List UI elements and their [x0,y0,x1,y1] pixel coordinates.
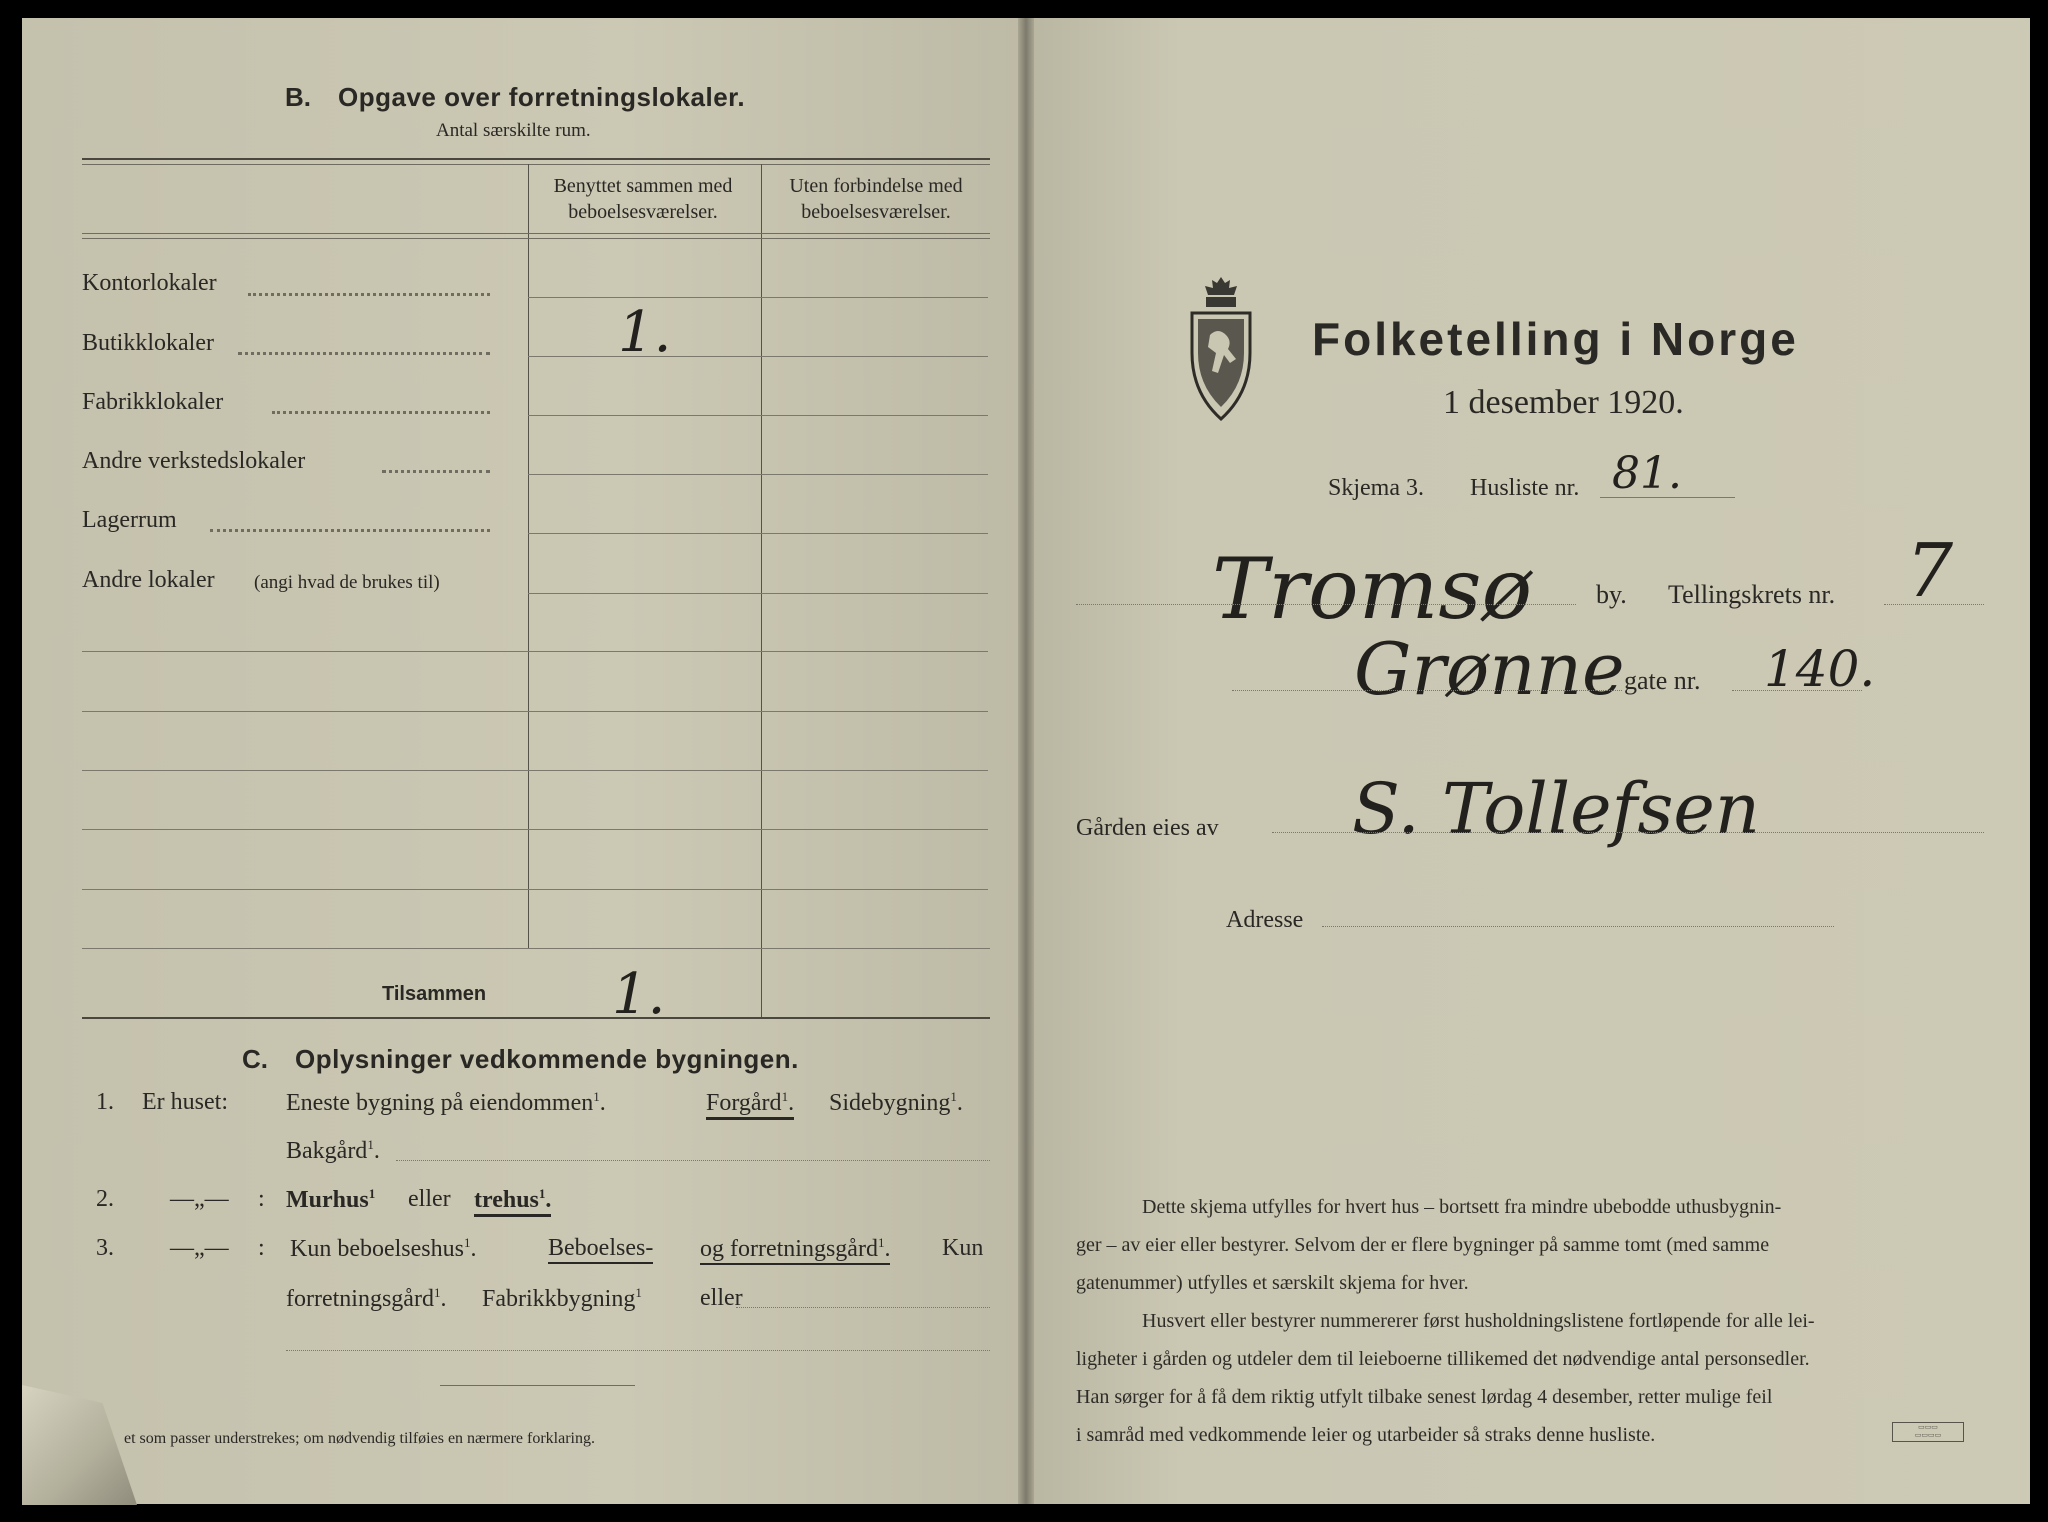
instructions-paragraph-1: Dette skjema utfylles for hvert hus – bortsett fra mindre ubebodde uthusbygnin- ger – av eier eller bestyrer. Selvom der er flere bygninger på samme tomt (med samme gatenummer) utfylles et særskilt skjema for hver. [1076,1196,1782,1294]
section-b-subtitle: Antal særskilte rum. [436,120,591,141]
item1-question: Er huset: [142,1089,228,1115]
adresse-label: Adresse [1226,907,1304,933]
cell-rule [82,889,988,890]
cell-rule [528,593,988,594]
skjema-label: Skjema 3. [1328,475,1424,501]
street-line [1232,690,1622,691]
fill-line [736,1307,990,1308]
section-b-letter: B. [285,82,311,112]
short-rule [440,1385,635,1386]
column-header-uten: Uten forbindelse med beboelsesværelser. [789,175,963,223]
header-rule-2 [82,238,990,239]
item3-answer-forretningsgard: og forretningsgård$^1$. [700,1235,890,1265]
husliste-label: Husliste nr. [1470,475,1580,501]
item2-answer-murhus: Murhus$^1$ [286,1186,376,1213]
item1-answer-eneste: Eneste bygning på eiendommen$^1$. [286,1089,606,1116]
krets-value: 7 [1906,528,1954,614]
cell-rule [82,711,988,712]
item1-answer-bakgard: Bakgård$^1$. [286,1137,380,1164]
cell-rule [528,533,988,534]
row-label-butikklokaler: Butikklokaler [82,330,214,356]
owner-label: Gården eies av [1076,815,1219,841]
cell-rule [528,297,988,298]
item3-colon: : [258,1235,265,1261]
item3-or: eller [700,1285,743,1311]
item2-ditto: —„— [170,1186,229,1212]
item3-answer-forretningsgard-2: forretningsgård$^1$. [286,1285,447,1312]
krets-label: Tellingskrets nr. [1668,580,1836,609]
cell-rule [528,356,988,357]
total-value: 1. [612,962,666,1027]
item3-answer-kun-beboelseshus: Kun beboelseshus$^1$. [290,1235,477,1262]
table-top-rule [82,158,990,160]
owner-line [1272,832,1984,833]
table-top-rule-2 [82,164,990,165]
item1-number: 1. [96,1089,114,1115]
street-value: Grønne [1354,627,1625,711]
item3-answer-fabrikkbygning: Fabrikkbygning$^1$ [482,1285,642,1312]
item3-ditto: —„— [170,1235,229,1261]
row-leader [272,411,490,414]
krets-line [1884,604,1984,605]
item1-answer-sidebygning: Sidebygning$^1$. [829,1089,963,1116]
andre-lokaler-note: (angi hvad de brukes til) [254,572,440,593]
form-title: Folketelling i Norge [1312,313,1799,365]
item3-answer-beboelses: Beboelses- [548,1235,653,1264]
gate-line [1732,690,1862,691]
header-rule [82,233,990,234]
item2-colon: : [258,1186,265,1212]
row-label-andre-lokaler: Andre lokaler [82,567,215,593]
coat-of-arms-icon [1184,273,1258,423]
left-page [22,18,1025,1504]
cell-rule [528,415,988,416]
section-c-title: Oplysninger vedkommende bygningen. [295,1044,799,1074]
fill-line [286,1350,990,1351]
item1-answer-forgard: Forgård$^1$. [706,1089,794,1120]
gate-value: 140. [1764,640,1876,698]
husliste-line [1600,497,1735,498]
fill-line [396,1160,990,1161]
item2-number: 2. [96,1186,114,1212]
by-label: by. [1596,580,1627,609]
section-b-title: Opgave over forretningslokaler. [338,82,746,112]
column-header-benyttet: Benyttet sammen med beboelsesværelser. [553,175,733,223]
item3-number: 3. [96,1235,114,1261]
cell-rule [528,474,988,475]
row-label-kontorlokaler: Kontorlokaler [82,270,217,296]
city-value: Tromsø [1212,540,1533,638]
item2-or: eller [408,1186,451,1212]
owner-value: S. Tollefsen [1352,768,1760,850]
form-date: 1 desember 1920. [1443,384,1684,421]
table-bottom-rule [82,1017,990,1019]
city-line [1076,604,1576,605]
husliste-value: 81. [1612,448,1682,499]
gate-label: gate nr. [1624,666,1701,695]
item3-answer-kun: Kun [942,1235,984,1261]
section-c-letter: C. [242,1044,268,1074]
footnote: et som passer understrekes; om nødvendig tilføies en nærmere forklaring. [124,1430,595,1447]
printer-stamp: ▭▭▭ ▭▭▭▭ [1892,1422,1964,1442]
total-label: Tilsammen [382,983,487,1005]
cell-rule [82,770,988,771]
row-label-lagerrum: Lagerrum [82,507,177,533]
value-butikklokaler: 1. [618,300,672,365]
cell-rule [82,829,988,830]
row-leader [210,529,490,532]
row-label-verkstedslokaler: Andre verkstedslokaler [82,448,306,474]
row-leader [238,352,490,355]
adresse-line [1322,926,1834,927]
item2-answer-trehus: trehus$^1$. [474,1186,551,1217]
cell-rule [82,948,990,949]
page-fold [1018,18,1034,1504]
cell-rule [82,651,988,652]
row-leader [248,293,490,296]
row-leader [382,470,490,473]
table-divider-1 [528,164,529,949]
row-label-fabrikklokaler: Fabrikklokaler [82,389,224,415]
instructions-paragraph-2: Husvert eller bestyrer nummererer først husholdningslistene fortløpende for alle lei- ligheter i gården og utdeler dem til leieboerne tillikemed det nødvendige antal personsedler. Han sørger for å få dem riktig utfylt tilbake senest lørdag 4 desember, retter mulige feil i samråd med vedkommende leier og utarbeider så straks denne husliste. [1076,1310,1815,1446]
